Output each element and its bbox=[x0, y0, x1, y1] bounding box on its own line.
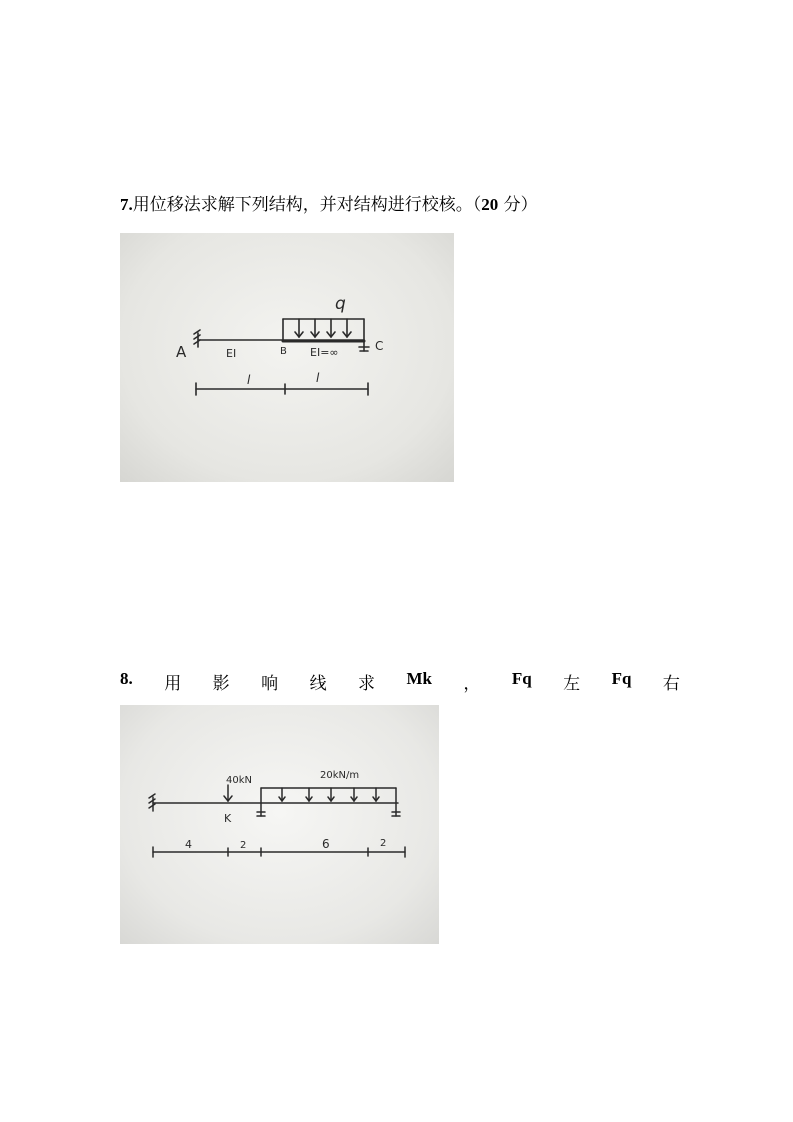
length-left-label: l bbox=[247, 373, 251, 387]
node-a-label: A bbox=[176, 343, 187, 361]
question-7-figure-photo bbox=[120, 233, 454, 482]
question-8-word-4: 线 bbox=[309, 674, 327, 694]
question-8-comma: ， bbox=[463, 674, 481, 694]
node-b-label: B bbox=[280, 346, 287, 357]
dimension-2-left: 2 bbox=[240, 840, 247, 851]
question-8-figure-photo bbox=[120, 705, 439, 944]
question-7-number: 7. bbox=[120, 195, 133, 214]
question-8-fq-1: Fq bbox=[511, 669, 532, 688]
question-8-mk: Mk bbox=[406, 669, 432, 688]
question-7-title bbox=[120, 190, 538, 215]
question-7-points: 20 bbox=[481, 195, 499, 214]
question-8-left: 左 bbox=[563, 674, 581, 694]
beam-diagram-7 bbox=[120, 233, 454, 482]
dimension-2-right: 2 bbox=[380, 838, 387, 849]
question-8-word-3: 响 bbox=[261, 674, 279, 694]
dist-load-label: 20kN/m bbox=[320, 770, 360, 781]
question-8-word-5: 求 bbox=[358, 674, 376, 694]
question-7-unit: 分） bbox=[498, 195, 538, 215]
question-8-word-2: 影 bbox=[212, 674, 230, 694]
question-8-right: 右 bbox=[662, 674, 680, 694]
question-8-title bbox=[120, 669, 680, 694]
question-7-text: 用位移法求解下列结构，并对结构进行校核。（ bbox=[132, 195, 482, 215]
load-label-q: q bbox=[335, 294, 346, 314]
point-load-label: 40kN bbox=[226, 775, 252, 786]
node-k-label: K bbox=[224, 812, 232, 825]
question-8-word-1: 用 bbox=[164, 674, 182, 694]
length-right-label: l bbox=[316, 371, 320, 385]
load-arrows bbox=[295, 319, 351, 337]
ei-left-label: EI bbox=[226, 347, 237, 360]
node-c-label: C bbox=[375, 339, 384, 353]
beam-diagram-8 bbox=[120, 705, 439, 944]
question-8-number: 8. bbox=[120, 669, 133, 688]
dimension-6: 6 bbox=[322, 837, 330, 851]
dimension-4: 4 bbox=[185, 838, 192, 851]
ei-right-label: EI=∞ bbox=[310, 346, 339, 359]
question-8-fq-2: Fq bbox=[611, 669, 632, 688]
dist-load-arrows bbox=[279, 788, 379, 801]
